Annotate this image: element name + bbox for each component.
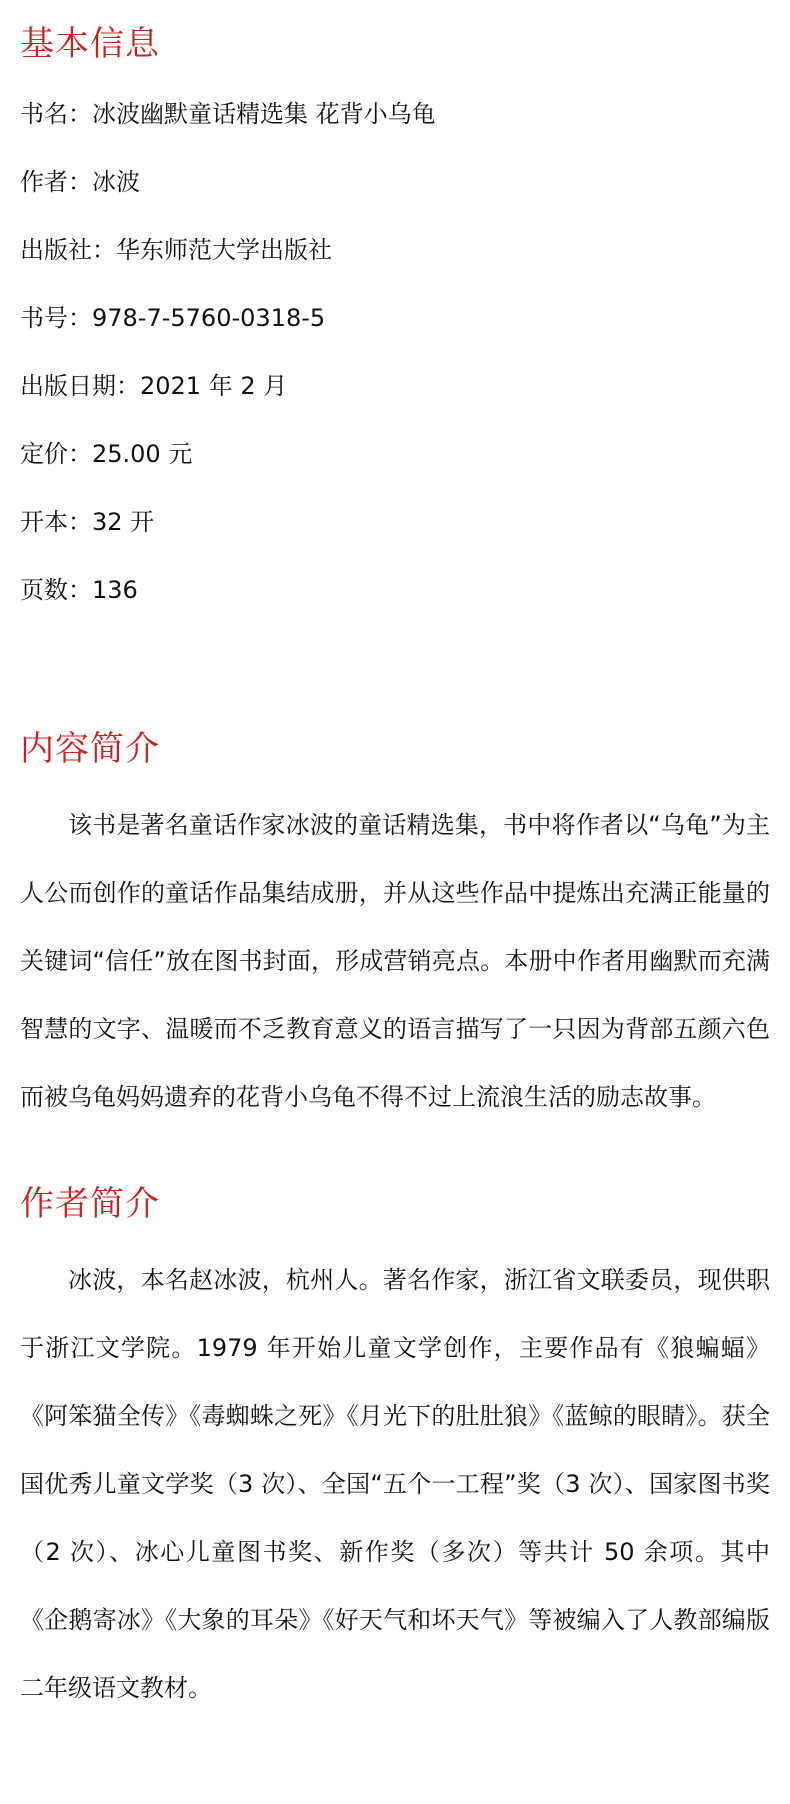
basic-info-list <box>20 98 770 642</box>
info-row-author: 作者：冰波 <box>20 168 140 196</box>
content-intro-paragraph: 该书是著名童话作家冰波的童话精选集，书中将作者以“乌龟”为主人公而创作的童话作品集结成册，并从这些作品中提炼出充满正能量的关键词“信任”放在图书封面，形成营销亮点。本册中作者用幽默而充满智慧的文字、温暖而不乏教育意义的语言描写了一只因为背部五颜六色而被乌龟妈妈遗弃的花背小乌龟不得不过上流浪生活的励志故事。 <box>20 811 770 1111</box>
author-intro-heading: 作者简介 <box>20 1184 160 1224</box>
info-row-pages: 页数：136 <box>20 576 138 604</box>
info-row-isbn: 书号：978-7-5760-0318-5 <box>20 304 326 332</box>
book-info-page <box>0 24 790 1804</box>
content-intro-heading: 内容简介 <box>20 729 160 769</box>
info-row-publisher: 出版社：华东师范大学出版社 <box>20 236 332 264</box>
info-row-book-title: 书名：冰波幽默童话精选集 花背小乌龟 <box>20 100 436 128</box>
info-row-price: 定价：25.00 元 <box>20 440 193 468</box>
info-row-format: 开本：32 开 <box>20 508 155 536</box>
info-row-publish-date: 出版日期：2021 年 2 月 <box>20 372 288 400</box>
author-intro-paragraph: 冰波，本名赵冰波，杭州人。著名作家，浙江省文联委员，现供职于浙江文学院。1979 年开始儿童文学创作，主要作品有《狼蝙蝠》《阿笨猫全传》《毒蜘蛛之死》《月光下的肚肚狼》《蓝鲸的眼睛》。获全国优秀儿童文学奖（3 次）、全国“五个一工程”奖（3 次）、国家图书奖（2 次）、冰心儿童图书奖、新作奖（多次）等共计 50 余项。其中《企鹅寄冰》《大象的耳朵》《好天气和坏天气》等被编入了人教部编版二年级语文教材。 <box>20 1266 770 1702</box>
basic-info-heading: 基本信息 <box>20 24 160 64</box>
